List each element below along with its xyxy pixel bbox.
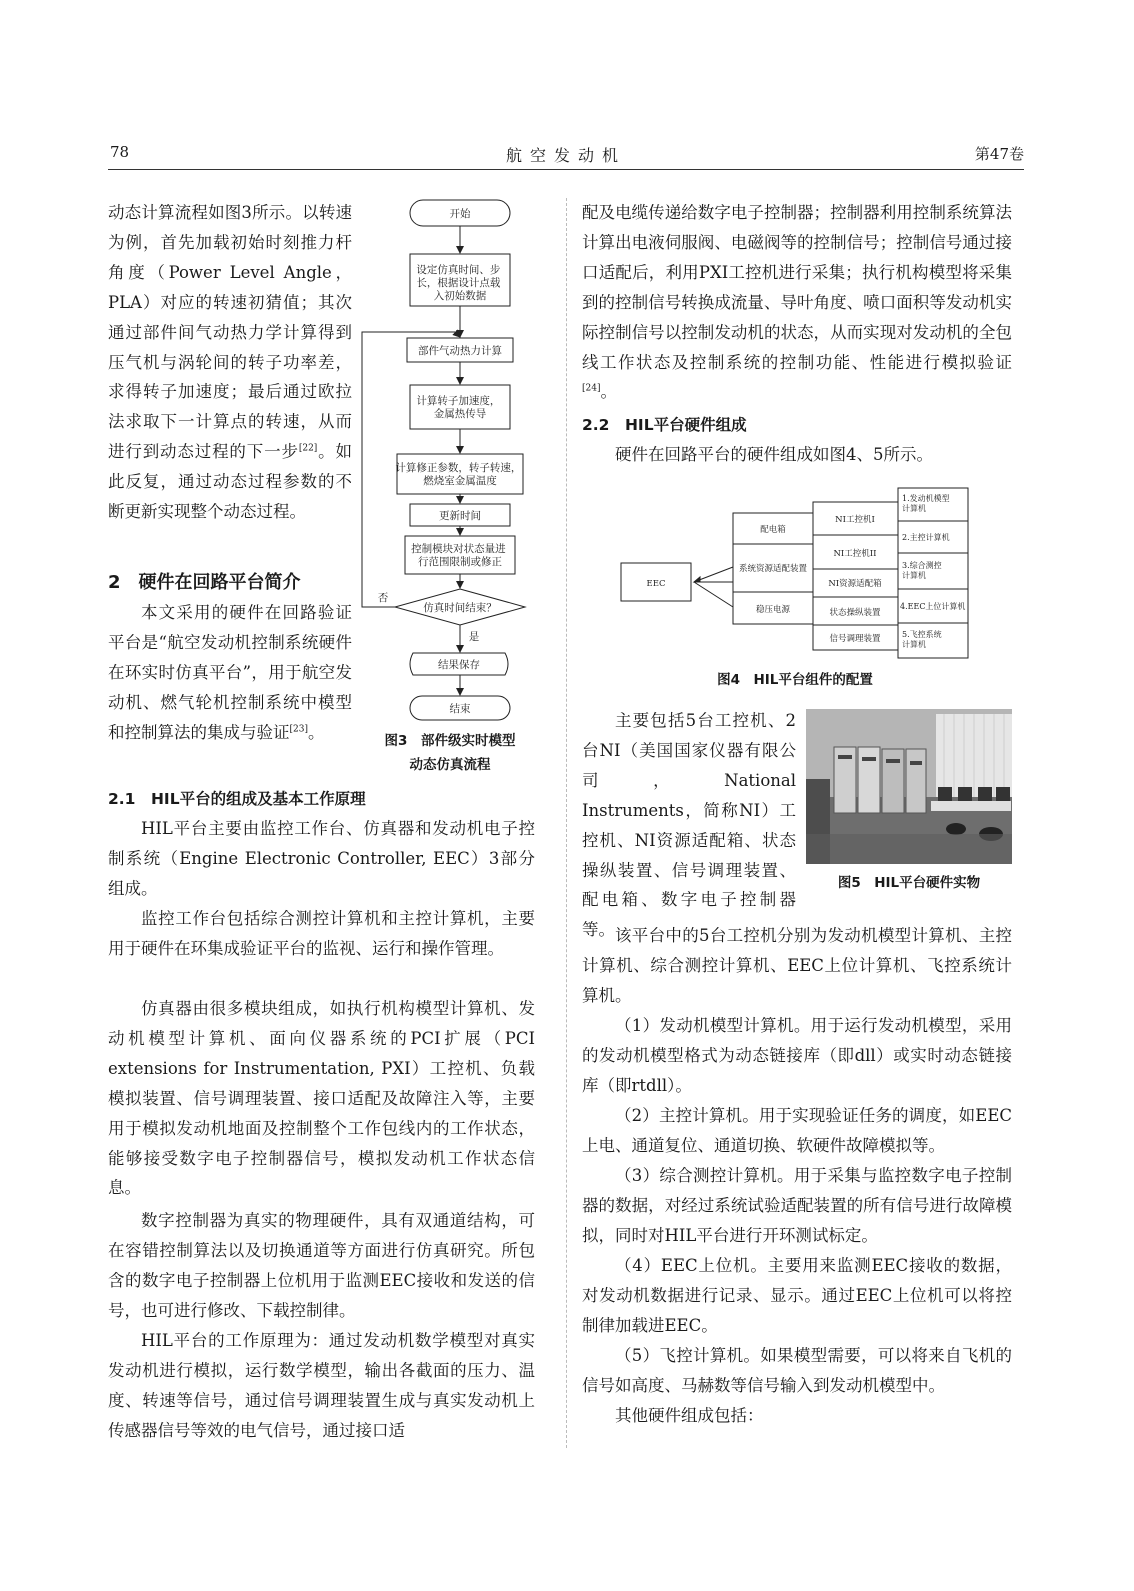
col2-item: 状态操纵装置 [829, 608, 881, 618]
flow-label-rotor: 计算转子加速度， 金属热传导 [416, 395, 501, 420]
figure-5-caption: 图5 HIL平台硬件实物 [837, 875, 981, 891]
col3-item-3: 3.综合测控计算机 [902, 561, 942, 580]
col3-item-1: 1.发动机模型计算机 [902, 494, 950, 513]
figure-3-caption: 图3 部件级实时模型 动态仿真流程 [384, 733, 516, 773]
citation: [22] [298, 443, 318, 454]
volume-label: 第47卷 [974, 145, 1024, 163]
flow-label-start: 开始 [449, 208, 471, 220]
eec-label: EEC [646, 579, 666, 589]
paragraph-2-2-i: 其他硬件组成包括： [615, 1406, 764, 1425]
paragraph-2-2-b: 主要包括5台工控机、2台NI（美国国家仪器有限公司，National Instruments，简称NI）工控机、NI资源适配箱、状态操纵装置、信号调理装置、配电箱、数字电子控制器等。 [582, 711, 796, 940]
paragraph-2-1-a: HIL平台主要由监控工作台、仿真器和发动机电子控制系统（Engine Electronic Controller, EEC）3部分组成。 [108, 819, 535, 898]
figure-4-caption: 图4 HIL平台组件的配置 [717, 672, 873, 688]
page-number: 78 [110, 143, 130, 161]
citation: [24] [582, 383, 601, 394]
col3-item-4: 4.EEC上位计算机 [900, 602, 966, 611]
figure-3-flowchart [355, 195, 545, 725]
flow-label-decision: 仿真时间结束？ [423, 602, 497, 614]
continuation-paragraph: 配及电缆传递给数字电子控制器；控制器利用控制系统算法计算出电液伺服阀、电磁阀等的控制信号；控制信号通过接口适配后，利用PXI工控机进行采集；执行机构模型将采集到的控制信号转换成流量、导叶角度、喷口面积等发动机实际控制信号以控制发动机的状态，从而实现对发动机的全包线工作状态及控制系统的控制功能、性能进行模拟验证[24]。 [582, 203, 1012, 402]
paragraph-2-1-c: 仿真器由很多模块组成，如执行机构模型计算机、发动机模型计算机、面向仪器系统的PCI扩展（PCI extensions for Instrumentation, PXI）工控机、负载模拟装置、信号调理装置、接口适配及故障注入等，主要用于模拟发动机地面及控制整个工作包线内的工作状态，能够接受数字电子控制器信号，模拟发动机工作状态信息。 [108, 999, 535, 1198]
flow-correction-node [397, 454, 523, 494]
intro-paragraph: 动态计算流程如图3所示。以转速为例，首先加载初始时刻推力杆角度（Power Level Angle，PLA）对应的转速初猜值；其次通过部件间气动热力学计算得到压气机与涡轮间的转子功率差，求得转子加速度；最后通过欧拉法求取下一计算点的转速，从而进行到动态过程的下一步[22]。如此反复，通过动态过程参数的不断更新实现整个动态过程。 [108, 203, 353, 522]
flow-label-thermo: 部件气动热力计算 [418, 345, 502, 357]
running-header [108, 143, 1024, 170]
paragraph-2-1-e: HIL平台的工作原理为：通过发动机数学模型对真实发动机进行模拟，运行数学模型，输出各截面的压力、温度、转速等信号，通过信号调理装置生成与真实发动机上传感器信号等效的电气信号，通过接口适 [108, 1331, 535, 1440]
figure-4-diagram [618, 485, 972, 661]
paragraph-2-1-d: 数字控制器为真实的物理硬件，具有双通道结构，可在容错控制算法以及切换通道等方面进行仿真研究。所包含的数字电子控制器上位机用于监测EEC接收和发送的信号，也可进行修改、下载控制律。 [108, 1211, 535, 1320]
section-2-2-heading: 2.2 HIL平台硬件组成 [582, 416, 747, 434]
col2-item: 信号调理装置 [829, 634, 881, 644]
col1-item: 系统资源适配装置 [738, 564, 808, 574]
paragraph-2-2-c: 该平台中的5台工控机分别为发动机模型计算机、主控计算机、综合测控计算机、EEC上位计算机、飞控系统计算机。 [582, 926, 1012, 1005]
journal-title: 航空发动机 [505, 146, 626, 165]
flow-label-update-time: 更新时间 [439, 510, 481, 522]
section-2-paragraph: 本文采用的硬件在回路验证平台是“航空发动机控制系统硬件在环实时仿真平台”，用于航空发动机、燃气轮机控制系统中模型和控制算法的集成与验证[23]。 [108, 603, 352, 742]
paragraph-2-2-d: （1）发动机模型计算机。用于运行发动机模型，采用的发动机模型格式为动态链接库（即dll）或实时动态链接库（即rtdll）。 [582, 1016, 1012, 1095]
flow-label-correction: 计算修正参数，转子转速， 燃烧室金属温度 [395, 462, 522, 487]
column-divider [566, 198, 567, 1448]
section-2-1-heading: 2.1 HIL平台的组成及基本工作原理 [108, 790, 366, 808]
flow-rotor-node [410, 385, 510, 429]
col3-item-5: 5.飞控系统计算机 [902, 630, 942, 649]
paragraph-2-2-a: 硬件在回路平台的硬件组成如图4、5所示。 [615, 445, 933, 464]
flow-yes-label: 是 [468, 631, 480, 643]
citation: [23] [289, 724, 308, 735]
paragraph-2-2-g: （4）EEC上位机。主要用来监测EEC接收的数据，对发动机数据进行记录、显示。通过EEC上位机可以将控制律加载进EEC。 [582, 1256, 1012, 1335]
flow-control-node [405, 536, 515, 574]
col2-item: NI资源适配箱 [828, 579, 882, 589]
section-2-heading: 2 硬件在回路平台简介 [108, 572, 301, 593]
col1-item: 稳压电源 [755, 605, 791, 615]
flow-label-end: 结束 [449, 703, 471, 715]
flow-label-control: 控制模块对状态量进 行范围限制或修正 [411, 543, 506, 568]
paragraph-2-2-e: （2）主控计算机。用于实现验证任务的调度，如EEC上电、通道复位、通道切换、软硬件故障模拟等。 [582, 1106, 1012, 1155]
col1-item: 配电箱 [760, 525, 786, 535]
figure-5-photo [806, 709, 1012, 864]
paragraph-2-1-b: 监控工作台包括综合测控计算机和主控计算机，主要用于硬件在环集成验证平台的监视、运行和操作管理。 [108, 909, 535, 958]
flow-no-label: 否 [377, 592, 389, 604]
col3-item-2: 2.主控计算机 [902, 533, 950, 542]
flow-label-save: 结果保存 [438, 659, 480, 671]
flow-label-init: 设定仿真时间、步 长，根据设计点载 入初始数据 [416, 264, 501, 302]
paragraph-2-2-f: （3）综合测控计算机。用于采集与监控数字电子控制器的数据，对经过系统试验适配装置的所有信号进行故障模拟，同时对HIL平台进行开环测试标定。 [582, 1166, 1012, 1245]
col2-item: NI工控机II [833, 549, 877, 559]
col2-item: NI工控机I [835, 515, 875, 525]
paragraph-2-2-h: （5）飞控计算机。如果模型需要，可以将来自飞机的信号如高度、马赫数等信号输入到发动机模型中。 [582, 1346, 1012, 1395]
